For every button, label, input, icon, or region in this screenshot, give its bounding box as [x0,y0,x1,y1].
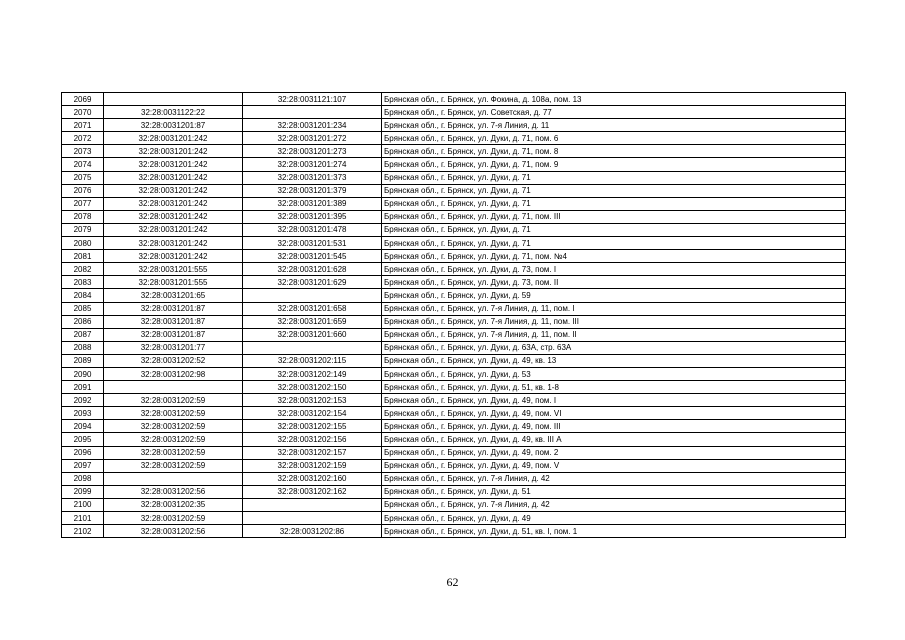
parcel-number-cell: 32:28:0031201:87 [104,119,243,132]
address-cell: Брянская обл., г. Брянск, ул. Дуки, д. 49, пом. III [382,420,846,433]
row-number-cell: 2101 [62,512,104,525]
address-cell: Брянская обл., г. Брянск, ул. Дуки, д. 73, пом. I [382,263,846,276]
row-number-cell: 2069 [62,93,104,106]
row-number-cell: 2098 [62,472,104,485]
object-number-cell: 32:28:0031202:153 [243,394,382,407]
parcel-number-cell: 32:28:0031201:555 [104,263,243,276]
row-number-cell: 2072 [62,132,104,145]
parcel-number-cell: 32:28:0031201:242 [104,223,243,236]
table-row [62,341,846,354]
parcel-number-cell: 32:28:0031202:59 [104,512,243,525]
row-number-cell: 2089 [62,354,104,367]
object-number-cell: 32:28:0031202:156 [243,433,382,446]
table-row [62,119,846,132]
row-number-cell: 2079 [62,223,104,236]
row-number-cell: 2073 [62,145,104,158]
table-row [62,158,846,171]
parcel-number-cell: 32:28:0031202:59 [104,407,243,420]
table-row [62,354,846,367]
row-number-cell: 2096 [62,446,104,459]
parcel-number-cell: 32:28:0031202:56 [104,485,243,498]
table-row [62,420,846,433]
object-number-cell: 32:28:0031201:273 [243,145,382,158]
row-number-cell: 2084 [62,289,104,302]
address-cell: Брянская обл., г. Брянск, ул. Дуки, д. 49, пом. 2 [382,446,846,459]
address-cell: Брянская обл., г. Брянск, ул. 7-я Линия, д. 11, пом. III [382,315,846,328]
table-row [62,106,846,119]
table-row [62,132,846,145]
table-row [62,302,846,315]
object-number-cell: 32:28:0031121:107 [243,93,382,106]
object-number-cell: 32:28:0031201:545 [243,250,382,263]
object-number-cell [243,341,382,354]
table-row [62,237,846,250]
object-number-cell: 32:28:0031201:659 [243,315,382,328]
parcel-number-cell: 32:28:0031201:242 [104,237,243,250]
table-row [62,512,846,525]
parcel-number-cell: 32:28:0031202:52 [104,354,243,367]
parcel-number-cell: 32:28:0031202:98 [104,367,243,380]
object-number-cell: 32:28:0031201:379 [243,184,382,197]
table-row [62,250,846,263]
address-cell: Брянская обл., г. Брянск, ул. Фокина, д. 108а, пом. 13 [382,93,846,106]
address-cell: Брянская обл., г. Брянск, ул. 7-я Линия, д. 11 [382,119,846,132]
row-number-cell: 2081 [62,250,104,263]
address-cell: Брянская обл., г. Брянск, ул. Дуки, д. 71 [382,197,846,210]
object-number-cell: 32:28:0031202:115 [243,354,382,367]
row-number-cell: 2080 [62,237,104,250]
table-row [62,485,846,498]
table-row [62,328,846,341]
parcel-number-cell: 32:28:0031201:242 [104,250,243,263]
table-row [62,407,846,420]
object-number-cell: 32:28:0031201:395 [243,210,382,223]
address-cell: Брянская обл., г. Брянск, ул. Дуки, д. 71, пом. 8 [382,145,846,158]
parcel-number-cell: 32:28:0031122:22 [104,106,243,119]
address-cell: Брянская обл., г. Брянск, ул. Дуки, д. 71, пом. №4 [382,250,846,263]
parcel-number-cell: 32:28:0031201:87 [104,315,243,328]
address-cell: Брянская обл., г. Брянск, ул. 7-я Линия, д. 11, пом. I [382,302,846,315]
address-cell: Брянская обл., г. Брянск, ул. Дуки, д. 71 [382,184,846,197]
address-cell: Брянская обл., г. Брянск, ул. Дуки, д. 51, кв. 1-8 [382,381,846,394]
table-row [62,145,846,158]
parcel-number-cell: 32:28:0031202:59 [104,433,243,446]
row-number-cell: 2074 [62,158,104,171]
address-cell: Брянская обл., г. Брянск, ул. Дуки, д. 49, пом. V [382,459,846,472]
address-cell: Брянская обл., г. Брянск, ул. Дуки, д. 71 [382,223,846,236]
row-number-cell: 2070 [62,106,104,119]
page-number: 62 [446,575,459,589]
address-cell: Брянская обл., г. Брянск, ул. Дуки, д. 59 [382,289,846,302]
parcel-number-cell: 32:28:0031201:242 [104,197,243,210]
parcel-number-cell [104,381,243,394]
parcel-number-cell: 32:28:0031201:77 [104,341,243,354]
object-number-cell: 32:28:0031201:531 [243,237,382,250]
table-row [62,263,846,276]
object-number-cell: 32:28:0031201:234 [243,119,382,132]
parcel-number-cell [104,93,243,106]
parcel-number-cell: 32:28:0031201:242 [104,158,243,171]
parcel-number-cell: 32:28:0031201:242 [104,171,243,184]
table-row [62,184,846,197]
cadastral-table [61,92,846,538]
address-cell: Брянская обл., г. Брянск, ул. Дуки, д. 73, пом. II [382,276,846,289]
parcel-number-cell: 32:28:0031202:59 [104,446,243,459]
table-row [62,93,846,106]
row-number-cell: 2092 [62,394,104,407]
row-number-cell: 2095 [62,433,104,446]
address-cell: Брянская обл., г. Брянск, ул. Дуки, д. 71, пом. 6 [382,132,846,145]
object-number-cell: 32:28:0031201:373 [243,171,382,184]
table-row [62,367,846,380]
table-row [62,315,846,328]
object-number-cell: 32:28:0031201:629 [243,276,382,289]
parcel-number-cell: 32:28:0031202:59 [104,394,243,407]
object-number-cell: 32:28:0031202:159 [243,459,382,472]
parcel-number-cell: 32:28:0031201:242 [104,184,243,197]
row-number-cell: 2075 [62,171,104,184]
address-cell: Брянская обл., г. Брянск, ул. 7-я Линия, д. 11, пом. II [382,328,846,341]
parcel-number-cell [104,472,243,485]
parcel-number-cell: 32:28:0031202:35 [104,498,243,511]
parcel-number-cell: 32:28:0031201:87 [104,302,243,315]
object-number-cell: 32:28:0031201:660 [243,328,382,341]
parcel-number-cell: 32:28:0031201:65 [104,289,243,302]
object-number-cell: 32:28:0031202:149 [243,367,382,380]
table-row [62,498,846,511]
parcel-number-cell: 32:28:0031202:59 [104,459,243,472]
table-row [62,472,846,485]
parcel-number-cell: 32:28:0031201:242 [104,132,243,145]
address-cell: Брянская обл., г. Брянск, ул. Дуки, д. 49, кв. 13 [382,354,846,367]
parcel-number-cell: 32:28:0031202:59 [104,420,243,433]
address-cell: Брянская обл., г. Брянск, ул. Дуки, д. 71, пом. III [382,210,846,223]
table-row [62,459,846,472]
table-row [62,276,846,289]
object-number-cell: 32:28:0031201:389 [243,197,382,210]
row-number-cell: 2077 [62,197,104,210]
address-cell: Брянская обл., г. Брянск, ул. Дуки, д. 49 [382,512,846,525]
object-number-cell: 32:28:0031201:658 [243,302,382,315]
object-number-cell: 32:28:0031201:272 [243,132,382,145]
row-number-cell: 2090 [62,367,104,380]
row-number-cell: 2099 [62,485,104,498]
table-row [62,289,846,302]
object-number-cell [243,512,382,525]
address-cell: Брянская обл., г. Брянск, ул. Дуки, д. 53 [382,367,846,380]
object-number-cell: 32:28:0031201:628 [243,263,382,276]
address-cell: Брянская обл., г. Брянск, ул. Дуки, д. 51 [382,485,846,498]
parcel-number-cell: 32:28:0031202:56 [104,525,243,538]
row-number-cell: 2100 [62,498,104,511]
row-number-cell: 2087 [62,328,104,341]
row-number-cell: 2078 [62,210,104,223]
row-number-cell: 2091 [62,381,104,394]
table-row [62,394,846,407]
address-cell: Брянская обл., г. Брянск, ул. Дуки, д. 49, пом. I [382,394,846,407]
object-number-cell: 32:28:0031202:86 [243,525,382,538]
address-cell: Брянская обл., г. Брянск, ул. Дуки, д. 49, пом. VI [382,407,846,420]
object-number-cell: 32:28:0031202:157 [243,446,382,459]
table-row [62,223,846,236]
address-cell: Брянская обл., г. Брянск, ул. Дуки, д. 71, пом. 9 [382,158,846,171]
row-number-cell: 2076 [62,184,104,197]
object-number-cell: 32:28:0031201:478 [243,223,382,236]
parcel-number-cell: 32:28:0031201:555 [104,276,243,289]
table-row [62,210,846,223]
address-cell: Брянская обл., г. Брянск, ул. 7-я Линия, д. 42 [382,498,846,511]
row-number-cell: 2097 [62,459,104,472]
row-number-cell: 2086 [62,315,104,328]
address-cell: Брянская обл., г. Брянск, ул. Дуки, д. 71 [382,171,846,184]
table-row [62,446,846,459]
address-cell: Брянская обл., г. Брянск, ул. Советская, д. 77 [382,106,846,119]
object-number-cell: 32:28:0031201:274 [243,158,382,171]
row-number-cell: 2071 [62,119,104,132]
row-number-cell: 2083 [62,276,104,289]
object-number-cell: 32:28:0031202:150 [243,381,382,394]
row-number-cell: 2085 [62,302,104,315]
table-row [62,433,846,446]
table-row [62,171,846,184]
object-number-cell [243,289,382,302]
row-number-cell: 2088 [62,341,104,354]
object-number-cell: 32:28:0031202:160 [243,472,382,485]
object-number-cell: 32:28:0031202:162 [243,485,382,498]
parcel-number-cell: 32:28:0031201:87 [104,328,243,341]
object-number-cell [243,106,382,119]
row-number-cell: 2094 [62,420,104,433]
table-row [62,197,846,210]
parcel-number-cell: 32:28:0031201:242 [104,145,243,158]
address-cell: Брянская обл., г. Брянск, ул. Дуки, д. 71 [382,237,846,250]
row-number-cell: 2093 [62,407,104,420]
table-row [62,525,846,538]
object-number-cell: 32:28:0031202:154 [243,407,382,420]
object-number-cell [243,498,382,511]
table-row [62,381,846,394]
parcel-number-cell: 32:28:0031201:242 [104,210,243,223]
object-number-cell: 32:28:0031202:155 [243,420,382,433]
address-cell: Брянская обл., г. Брянск, ул. Дуки, д. 63А, стр. 63А [382,341,846,354]
address-cell: Брянская обл., г. Брянск, ул. 7-я Линия, д. 42 [382,472,846,485]
row-number-cell: 2082 [62,263,104,276]
row-number-cell: 2102 [62,525,104,538]
address-cell: Брянская обл., г. Брянск, ул. Дуки, д. 49, кв. III А [382,433,846,446]
address-cell: Брянская обл., г. Брянск, ул. Дуки, д. 51, кв. I, пом. 1 [382,525,846,538]
table-body [62,93,846,538]
